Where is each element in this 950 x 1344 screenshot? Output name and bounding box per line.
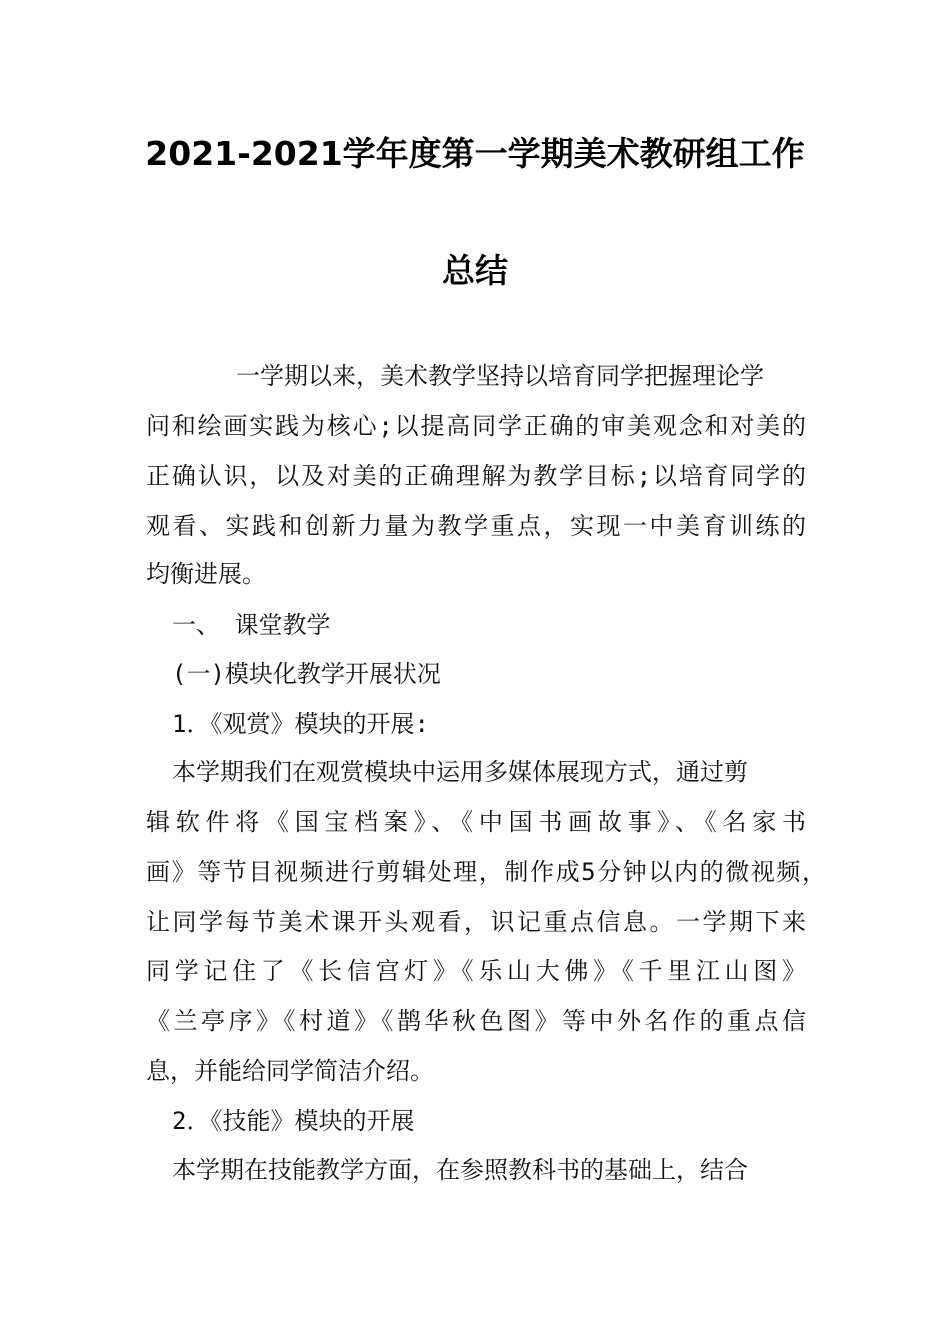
paragraph-line: 本学期在技能教学方面，在参照教科书的基础上，结合 — [172, 1156, 748, 1184]
paragraph-line: 同学记住了《长信宫灯》《乐山大佛》《千里江山图》 — [146, 957, 806, 985]
paragraph-line: 本学期我们在观赏模块中运用多媒体展现方式，通过剪 — [172, 758, 748, 786]
paragraph-line: 均衡进展。 — [146, 560, 266, 588]
document-title-line-1: 2021-2021学年度第一学期美术教研组工作 — [145, 134, 805, 173]
paragraph-line: 《兰亭序》《村道》《鹊华秋色图》等中外名作的重点信 — [146, 1007, 806, 1035]
subsection-heading: (一)模块化教学开展状况 — [172, 660, 441, 688]
document-title-line-2: 总结 — [442, 251, 508, 290]
paragraph-line: 息，并能给同学简洁介绍。 — [146, 1057, 434, 1085]
paragraph-line: 问和绘画实践为核心;以提高同学正确的审美观念和对美的 — [146, 412, 806, 440]
item-heading: 2．《技能》模块的开展 — [172, 1107, 415, 1135]
paragraph-line: 观看、实践和创新力量为教学重点，实现一中美育训练的 — [146, 512, 806, 540]
paragraph-line: 辑软件将《国宝档案》、《中国书画故事》、《名家书 — [146, 808, 806, 836]
paragraph-line: 画》等节目视频进行剪辑处理，制作成5分钟以内的微视频， — [146, 858, 826, 886]
paragraph-line: 正确认识，以及对美的正确理解为教学目标;以培育同学的 — [146, 462, 806, 490]
paragraph-line: 让同学每节美术课开头观看，识记重点信息。一学期下来 — [146, 908, 806, 936]
section-heading: 一、 课堂教学 — [172, 611, 331, 639]
item-heading: 1．《观赏》模块的开展: — [172, 710, 429, 738]
paragraph-line: 一学期以来，美术教学坚持以培育同学把握理论学 — [236, 362, 764, 390]
